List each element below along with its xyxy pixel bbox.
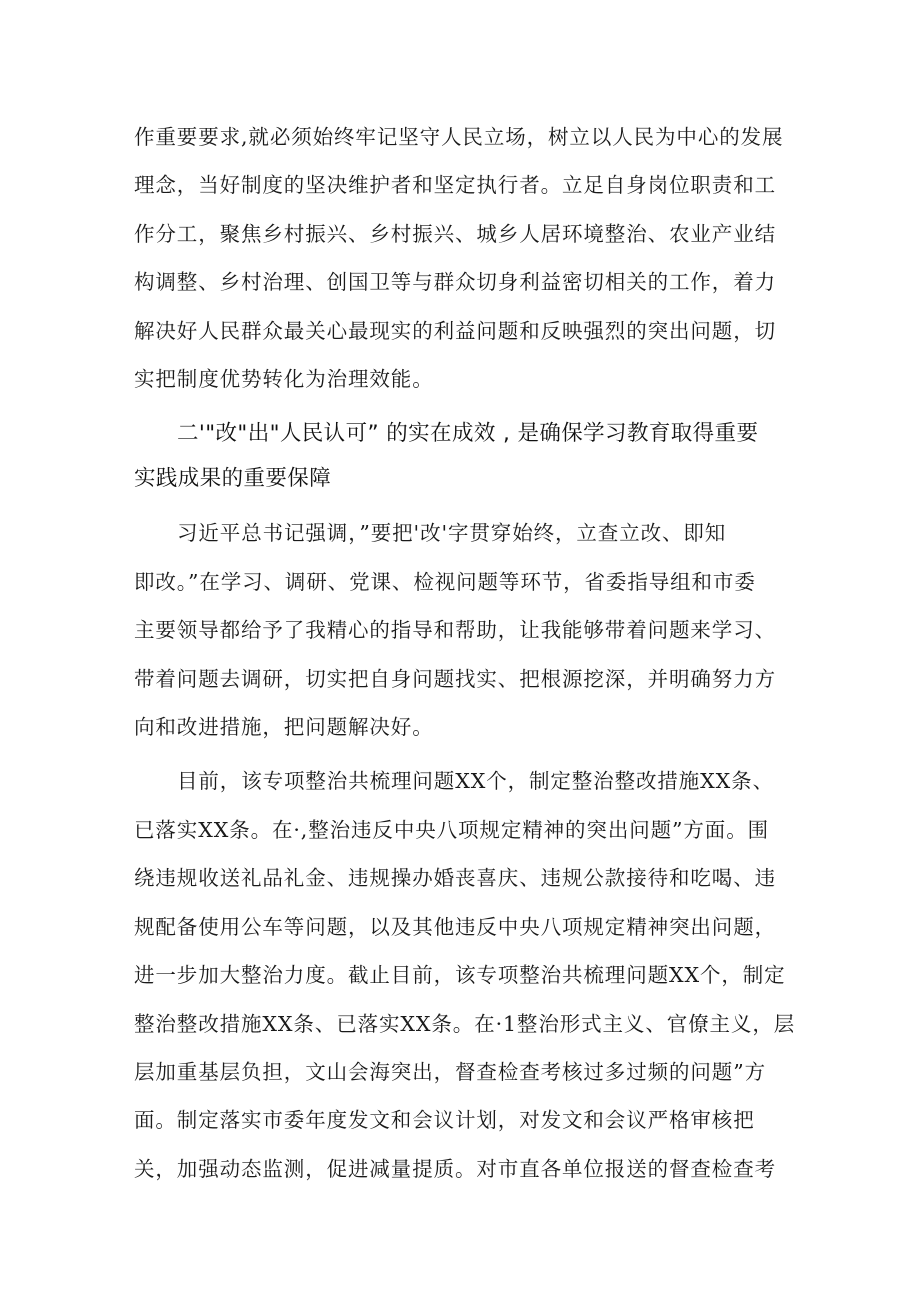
paragraph-1-line: 实把制度优势转化为治理效能。 (134, 367, 434, 392)
paragraph-2-line: 带着问题去调研，切实把自身问题找实、把根源挖深，并明确努力方 (134, 666, 776, 691)
paragraph-2 (134, 509, 794, 751)
section-heading-line: 实践成果的重要保障 (134, 466, 332, 492)
paragraph-3-line: 规配备使用公车等问题，以及其他违反中央八项规定精神突出问题， (134, 914, 776, 939)
paragraph-2-line: 主要领导都给予了我精心的指导和帮助，让我能够带着问题来学习、 (134, 618, 776, 643)
paragraph-1-line: 理念，当好制度的坚决维护者和坚定执行者。立足自身岗位职责和工 (134, 173, 776, 198)
paragraph-3-line: 面。制定落实市委年度发文和会议计划，对发文和会议严格审核把 (134, 1108, 755, 1133)
paragraph-3-line: 已落实XX条。在·,整治违反中央八项规定精神的突出问题”方面。围 (134, 817, 769, 842)
document-body (134, 113, 794, 1193)
paragraph-3-line: 关，加强动态监测，促进减量提质。对市直各单位报送的督查检查考 (134, 1156, 776, 1181)
paragraph-2-line: 即改。”在学习、调研、党课、检视问题等环节，省委指导组和市委 (134, 569, 756, 594)
section-heading-line: 二'"改"出"人民认可” 的实在成效 , 是确保学习教育取得重要 (177, 421, 759, 447)
paragraph-1 (134, 113, 794, 403)
paragraph-3-line: 目前，该专项整治共梳理问题XX个，制定整治整改措施XX条、 (177, 769, 774, 794)
paragraph-2-line: 向和改进措施，把问题解决好。 (134, 715, 434, 740)
paragraph-2-line: 习近平总书记强调，”要把'改'字贯穿始终，立查立改、即知 (177, 521, 727, 546)
section-heading-2 (134, 411, 794, 501)
paragraph-3-line: 层加重基层负担，文山会海突出，督查检查考核过多过频的问题”方 (134, 1059, 766, 1084)
paragraph-3-line: 绕违规收送礼品礼金、违规操办婚丧喜庆、违规公款接待和吃喝、违 (134, 866, 776, 891)
paragraph-3 (134, 757, 794, 1193)
paragraph-1-line: 作分工，聚焦乡村振兴、乡村振兴、城乡人居环境整治、农业产业结 (134, 221, 776, 246)
paragraph-1-line: 构调整、乡村治理、创国卫等与群众切身利益密切相关的工作，着力 (134, 270, 776, 295)
paragraph-1-line: 解决好人民群众最关心最现实的利益问题和反映强烈的突出问题，切 (134, 318, 776, 343)
paragraph-3-line: 进一步加大整治力度。截止目前，该专项整治共梳理问题XX个，制定 (134, 963, 786, 988)
paragraph-1-line: 作重要要求,就必须始终牢记坚守人民立场，树立以人民为中心的发展 (134, 125, 784, 149)
paragraph-3-line: 整治整改措施XX条、已落实XX条。在·1整治形式主义、官僚主义，层 (134, 1011, 796, 1036)
